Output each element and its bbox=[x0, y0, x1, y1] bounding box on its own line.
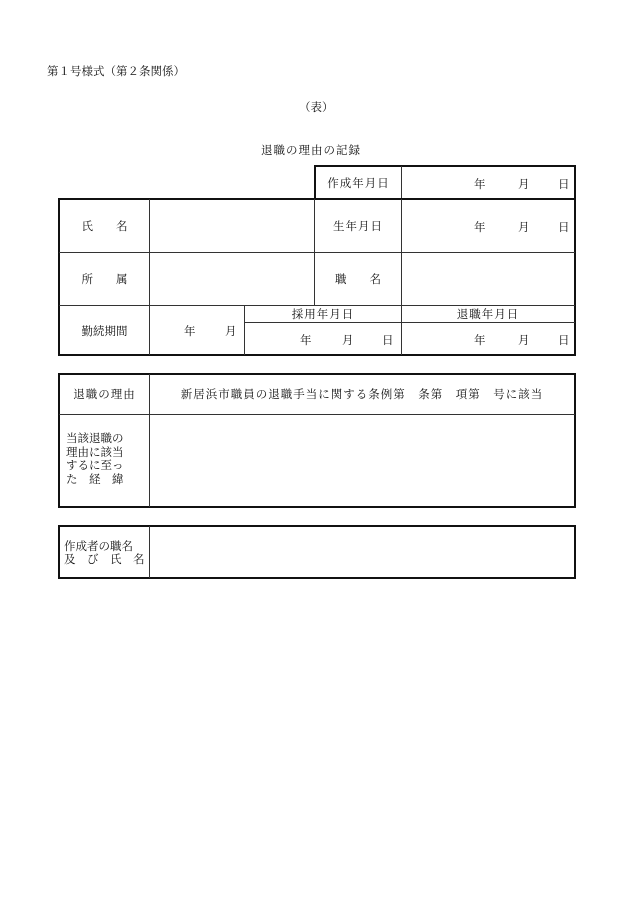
form-number: 第１号様式（第２条関係） bbox=[47, 64, 185, 78]
reason-label: 退職の理由 bbox=[73, 387, 136, 401]
position-label: 職 名 bbox=[335, 272, 381, 286]
author-label bbox=[64, 540, 148, 566]
reason-text: 新居浜市職員の退職手当に関する条例第 条第 項第 号に該当 bbox=[180, 387, 544, 401]
birth-date-label: 生年月日 bbox=[333, 218, 383, 233]
label-line: た 経 緯 bbox=[66, 471, 124, 486]
created-date-label: 作成年月日 bbox=[327, 175, 390, 190]
birth-date-value[interactable] bbox=[402, 219, 574, 233]
department-label: 所 属 bbox=[81, 272, 128, 286]
hire-date-value[interactable] bbox=[245, 332, 401, 346]
year-unit: 年 bbox=[474, 333, 486, 347]
name-label: 氏 名 bbox=[81, 218, 128, 233]
label-line: 理由に該当 bbox=[66, 444, 124, 459]
department-field[interactable] bbox=[150, 253, 314, 305]
circumstances-field[interactable] bbox=[150, 415, 574, 507]
document-title: 退職の理由の記録 bbox=[261, 143, 361, 157]
created-date-value[interactable] bbox=[402, 176, 574, 190]
day-unit: 日 bbox=[558, 333, 570, 347]
service-period-value[interactable] bbox=[150, 323, 244, 337]
author-field[interactable] bbox=[150, 526, 574, 578]
day-unit: 日 bbox=[558, 220, 570, 234]
label-line: 及 び 氏 名 bbox=[64, 552, 145, 566]
year-unit: 年 bbox=[474, 177, 486, 191]
month-unit: 月 bbox=[225, 324, 237, 338]
month-unit: 月 bbox=[342, 333, 354, 347]
subrow-divider bbox=[245, 322, 575, 323]
day-unit: 日 bbox=[382, 333, 394, 347]
year-unit: 年 bbox=[184, 324, 196, 338]
retire-date-value[interactable] bbox=[402, 332, 574, 346]
circumstances-label bbox=[66, 432, 146, 486]
service-period-label: 勤続期間 bbox=[81, 323, 128, 338]
day-unit: 日 bbox=[558, 177, 570, 191]
year-unit: 年 bbox=[474, 220, 486, 234]
label-line: するに至っ bbox=[66, 458, 124, 472]
year-unit: 年 bbox=[300, 333, 312, 347]
label-line: 作成者の職名 bbox=[64, 539, 133, 553]
month-unit: 月 bbox=[518, 220, 530, 234]
month-unit: 月 bbox=[518, 177, 530, 191]
name-field[interactable] bbox=[150, 199, 314, 252]
month-unit: 月 bbox=[518, 333, 530, 347]
retire-date-label: 退職年月日 bbox=[456, 307, 520, 321]
label-line: 当該退職の bbox=[66, 431, 124, 445]
side-label: （表） bbox=[299, 100, 334, 114]
hire-date-label: 採用年月日 bbox=[291, 307, 355, 321]
position-field[interactable] bbox=[402, 253, 574, 305]
